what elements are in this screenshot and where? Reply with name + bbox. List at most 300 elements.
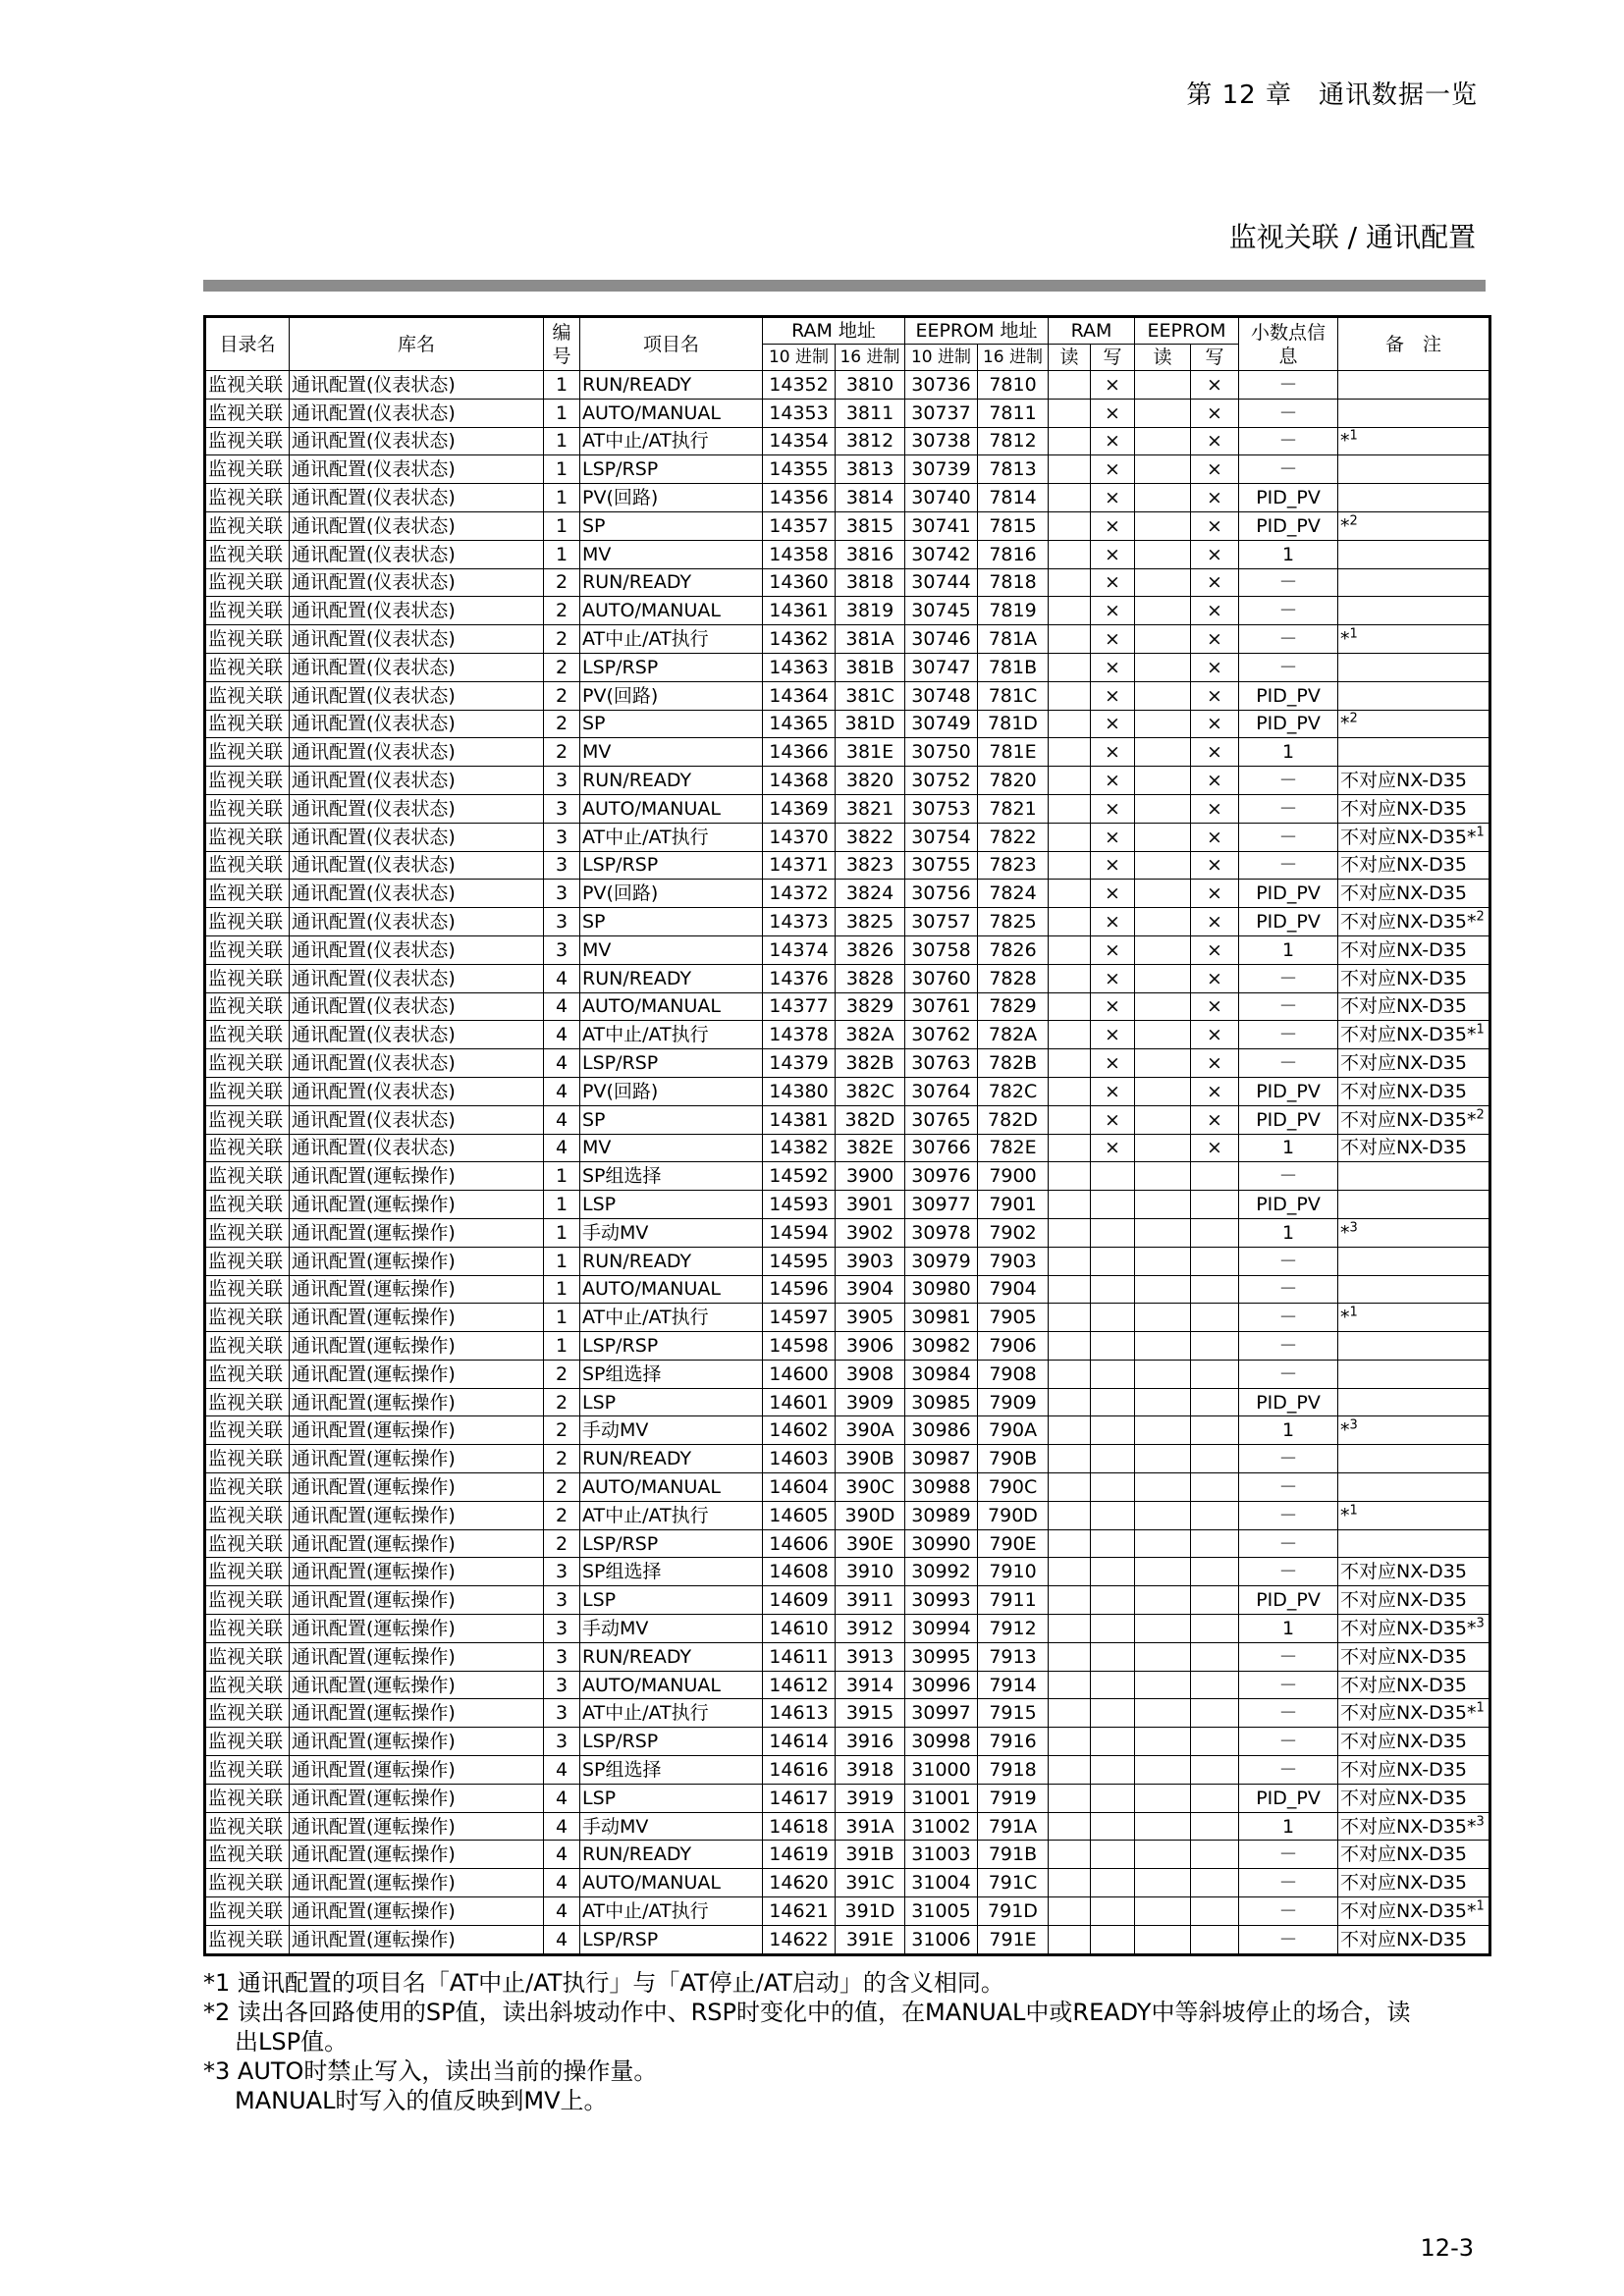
cell-remarks: [1338, 455, 1490, 484]
table-row: [205, 851, 1490, 880]
table-row: [205, 1247, 1490, 1275]
cell-directory: 监视关联: [205, 540, 290, 568]
cell-ram-hex: 391E: [836, 1925, 905, 1954]
cell-eeprom-write: [1191, 1897, 1239, 1926]
cell-ram-read: [1049, 1275, 1091, 1304]
cell-ram-dec: 14371: [763, 851, 836, 880]
cell-decimal-info: －: [1239, 1529, 1338, 1558]
cell-ram-write: [1091, 1247, 1135, 1275]
cell-decimal-info: 1: [1239, 540, 1338, 568]
cell-eeprom-dec: 30742: [905, 540, 978, 568]
table-row: [205, 1105, 1490, 1134]
cell-eeprom-hex: 7829: [978, 992, 1049, 1021]
cell-remarks: [1338, 568, 1490, 597]
cell-directory: 监视关联: [205, 1501, 290, 1529]
footnote-3-cont: MANUAL时写入的值反映到MV上。: [235, 2087, 608, 2114]
cell-number: 1: [544, 427, 580, 455]
cell-remarks: [1338, 1077, 1490, 1105]
cell-ram-dec: 14377: [763, 992, 836, 1021]
cell-ram-dec: 14609: [763, 1586, 836, 1615]
cell-decimal-info: －: [1239, 597, 1338, 625]
cell-ram-write: [1091, 1162, 1135, 1191]
cell-eeprom-hex: 7918: [978, 1756, 1049, 1785]
cell-eeprom-hex: 7909: [978, 1388, 1049, 1416]
cell-ram-read: [1049, 1162, 1091, 1191]
cell-decimal-info: －: [1239, 1162, 1338, 1191]
cell-number: 4: [544, 1077, 580, 1105]
cell-remarks: [1338, 511, 1490, 540]
footnote-ref: 1: [1476, 1701, 1485, 1717]
cell-directory: 监视关联: [205, 597, 290, 625]
cell-decimal-info: －: [1239, 851, 1338, 880]
cell-number: 2: [544, 1416, 580, 1445]
cell-ram-hex: 391C: [836, 1869, 905, 1897]
cell-number: 3: [544, 851, 580, 880]
cell-ram-dec: 14373: [763, 908, 836, 936]
cell-item: AT中止/AT执行: [580, 1897, 763, 1926]
cell-ram-read: [1049, 1586, 1091, 1615]
cell-eeprom-write: [1191, 1445, 1239, 1473]
cell-library: 通讯配置(運転操作): [290, 1162, 544, 1191]
cell-item: 手动MV: [580, 1812, 763, 1841]
cell-library: 通讯配置(仪表状态): [290, 1134, 544, 1162]
cell-eeprom-read: [1135, 1699, 1191, 1728]
cell-eeprom-dec: 31005: [905, 1897, 978, 1926]
cell-item: LSP/RSP: [580, 1529, 763, 1558]
col-item: 项目名: [580, 317, 763, 371]
cell-remarks: [1338, 625, 1490, 654]
cell-remarks: [1338, 1869, 1490, 1897]
cell-ram-read: [1049, 1247, 1091, 1275]
cell-ram-write: [1091, 1671, 1135, 1699]
cell-ram-write: [1091, 1897, 1135, 1926]
cell-item: RUN/READY: [580, 1841, 763, 1869]
cell-remarks: [1338, 653, 1490, 681]
table-row: [205, 1728, 1490, 1756]
cell-eeprom-hex: 781C: [978, 681, 1049, 710]
cell-ram-read: [1049, 935, 1091, 964]
cell-decimal-info: 1: [1239, 935, 1338, 964]
cell-eeprom-hex: 781B: [978, 653, 1049, 681]
cell-eeprom-write: [1191, 1841, 1239, 1869]
cell-directory: 监视关联: [205, 1784, 290, 1812]
cell-ram-dec: 14603: [763, 1445, 836, 1473]
cell-ram-read: [1049, 1897, 1091, 1926]
cell-remarks: [1338, 1812, 1490, 1841]
cell-eeprom-write: ×: [1191, 399, 1239, 427]
cell-directory: 监视关联: [205, 1021, 290, 1049]
cell-eeprom-write: [1191, 1869, 1239, 1897]
cell-remarks: [1338, 1473, 1490, 1502]
cell-eeprom-write: ×: [1191, 1049, 1239, 1078]
cell-remarks: [1338, 1218, 1490, 1247]
cell-eeprom-hex: 790C: [978, 1473, 1049, 1502]
data-table: [203, 315, 1491, 1956]
table-row: [205, 455, 1490, 484]
cell-number: 1: [544, 1304, 580, 1332]
cell-eeprom-hex: 7815: [978, 511, 1049, 540]
cell-ram-read: [1049, 1615, 1091, 1643]
cell-library: 通讯配置(仪表状态): [290, 794, 544, 823]
table-row: [205, 1191, 1490, 1219]
footnote-ref: 2: [1349, 513, 1358, 529]
table-row: [205, 1332, 1490, 1361]
cell-number: 1: [544, 511, 580, 540]
footnote-ref: 1: [1349, 429, 1358, 445]
cell-eeprom-write: ×: [1191, 371, 1239, 400]
cell-decimal-info: 1: [1239, 1218, 1338, 1247]
cell-eeprom-hex: 791A: [978, 1812, 1049, 1841]
cell-ram-dec: 14621: [763, 1897, 836, 1926]
cell-decimal-info: －: [1239, 1699, 1338, 1728]
cell-ram-hex: 3820: [836, 767, 905, 795]
table-row: [205, 484, 1490, 512]
cell-ram-write: ×: [1091, 540, 1135, 568]
cell-ram-read: [1049, 738, 1091, 767]
cell-directory: 监视关联: [205, 1586, 290, 1615]
cell-eeprom-read: [1135, 1869, 1191, 1897]
cell-ram-dec: 14611: [763, 1642, 836, 1671]
cell-ram-hex: 382A: [836, 1021, 905, 1049]
remark-text: 不对应NX-D35*: [1340, 1815, 1477, 1838]
cell-remarks: [1338, 1784, 1490, 1812]
cell-ram-write: ×: [1091, 625, 1135, 654]
cell-eeprom-read: [1135, 1134, 1191, 1162]
cell-library: 通讯配置(運転操作): [290, 1445, 544, 1473]
cell-eeprom-write: ×: [1191, 484, 1239, 512]
cell-number: 2: [544, 653, 580, 681]
cell-remarks: [1338, 540, 1490, 568]
table-row: [205, 1218, 1490, 1247]
cell-ram-hex: 390C: [836, 1473, 905, 1502]
remark-text: *: [1340, 430, 1350, 453]
cell-item: AUTO/MANUAL: [580, 992, 763, 1021]
cell-eeprom-write: ×: [1191, 1021, 1239, 1049]
cell-ram-write: [1091, 1925, 1135, 1954]
cell-ram-dec: 14608: [763, 1558, 836, 1586]
cell-eeprom-dec: 30748: [905, 681, 978, 710]
cell-number: 3: [544, 908, 580, 936]
cell-eeprom-read: [1135, 1529, 1191, 1558]
cell-ram-dec: 14374: [763, 935, 836, 964]
cell-eeprom-read: [1135, 1756, 1191, 1785]
cell-number: 3: [544, 823, 580, 851]
cell-ram-write: ×: [1091, 1077, 1135, 1105]
cell-eeprom-read: [1135, 1841, 1191, 1869]
cell-eeprom-hex: 7910: [978, 1558, 1049, 1586]
cell-library: 通讯配置(運転操作): [290, 1869, 544, 1897]
cell-ram-read: [1049, 1501, 1091, 1529]
cell-item: PV(回路): [580, 1077, 763, 1105]
cell-ram-hex: 3916: [836, 1728, 905, 1756]
cell-ram-hex: 3902: [836, 1218, 905, 1247]
footnote-ref: 3: [1349, 1418, 1358, 1434]
cell-eeprom-read: [1135, 710, 1191, 738]
cell-ram-dec: 14382: [763, 1134, 836, 1162]
cell-ram-dec: 14593: [763, 1191, 836, 1219]
cell-eeprom-write: [1191, 1191, 1239, 1219]
cell-directory: 监视关联: [205, 1218, 290, 1247]
cell-ram-dec: 14604: [763, 1473, 836, 1502]
cell-ram-hex: 390B: [836, 1445, 905, 1473]
cell-item: PV(回路): [580, 880, 763, 908]
cell-number: 1: [544, 484, 580, 512]
cell-number: 4: [544, 1049, 580, 1078]
cell-eeprom-read: [1135, 908, 1191, 936]
cell-library: 通讯配置(仪表状态): [290, 738, 544, 767]
cell-library: 通讯配置(運転操作): [290, 1897, 544, 1926]
cell-number: 4: [544, 1021, 580, 1049]
cell-library: 通讯配置(仪表状态): [290, 710, 544, 738]
cell-ram-hex: 391D: [836, 1897, 905, 1926]
cell-remarks: [1338, 1416, 1490, 1445]
cell-eeprom-read: [1135, 1191, 1191, 1219]
cell-eeprom-hex: 7824: [978, 880, 1049, 908]
cell-eeprom-write: [1191, 1501, 1239, 1529]
table-row: [205, 1304, 1490, 1332]
cell-eeprom-write: [1191, 1784, 1239, 1812]
cell-decimal-info: 1: [1239, 1416, 1338, 1445]
cell-remarks: [1338, 1529, 1490, 1558]
cell-eeprom-dec: 30756: [905, 880, 978, 908]
cell-decimal-info: －: [1239, 399, 1338, 427]
cell-decimal-info: －: [1239, 1642, 1338, 1671]
cell-eeprom-dec: 31000: [905, 1756, 978, 1785]
cell-directory: 监视关联: [205, 1869, 290, 1897]
cell-ram-read: [1049, 1925, 1091, 1954]
cell-ram-write: [1091, 1416, 1135, 1445]
table-row: [205, 371, 1490, 400]
cell-ram-read: [1049, 1445, 1091, 1473]
cell-ram-read: [1049, 1812, 1091, 1841]
cell-eeprom-dec: 30737: [905, 399, 978, 427]
cell-decimal-info: －: [1239, 964, 1338, 992]
cell-directory: 监视关联: [205, 738, 290, 767]
cell-ram-write: ×: [1091, 710, 1135, 738]
cell-ram-write: [1091, 1218, 1135, 1247]
cell-eeprom-hex: 7814: [978, 484, 1049, 512]
cell-eeprom-dec: 30986: [905, 1416, 978, 1445]
remark-text: 不对应NX-D35: [1340, 1052, 1467, 1075]
cell-ram-dec: 14357: [763, 511, 836, 540]
cell-remarks: [1338, 1275, 1490, 1304]
footnotes: [203, 1968, 1489, 2115]
cell-number: 4: [544, 1784, 580, 1812]
cell-ram-hex: 3906: [836, 1332, 905, 1361]
cell-ram-dec: 14596: [763, 1275, 836, 1304]
cell-ram-read: [1049, 1841, 1091, 1869]
cell-number: 1: [544, 455, 580, 484]
cell-eeprom-hex: 781E: [978, 738, 1049, 767]
remark-text: 不对应NX-D35: [1340, 1731, 1467, 1753]
cell-library: 通讯配置(仪表状态): [290, 964, 544, 992]
cell-directory: 监视关联: [205, 399, 290, 427]
cell-eeprom-read: [1135, 1671, 1191, 1699]
cell-eeprom-dec: 30766: [905, 1134, 978, 1162]
table-row: [205, 1756, 1490, 1785]
footnote-ref: 1: [1476, 825, 1485, 840]
cell-number: 3: [544, 767, 580, 795]
table-row: [205, 1529, 1490, 1558]
cell-eeprom-hex: 7811: [978, 399, 1049, 427]
cell-number: 3: [544, 1558, 580, 1586]
remark-text: 不对应NX-D35: [1340, 1589, 1467, 1612]
cell-directory: 监视关联: [205, 1728, 290, 1756]
cell-eeprom-dec: 30745: [905, 597, 978, 625]
cell-ram-hex: 381B: [836, 653, 905, 681]
cell-library: 通讯配置(仪表状态): [290, 1049, 544, 1078]
cell-ram-read: [1049, 823, 1091, 851]
table-row: [205, 1699, 1490, 1728]
cell-library: 通讯配置(運転操作): [290, 1473, 544, 1502]
cell-ram-write: ×: [1091, 851, 1135, 880]
footnote-2-cont: 出LSP值。: [235, 2028, 349, 2056]
cell-number: 2: [544, 625, 580, 654]
cell-library: 通讯配置(運転操作): [290, 1275, 544, 1304]
cell-ram-hex: 3912: [836, 1615, 905, 1643]
cell-eeprom-hex: 782A: [978, 1021, 1049, 1049]
cell-ram-write: ×: [1091, 1134, 1135, 1162]
table-row: [205, 1897, 1490, 1926]
table-row: [205, 823, 1490, 851]
cell-directory: 监视关联: [205, 455, 290, 484]
cell-eeprom-read: [1135, 880, 1191, 908]
cell-eeprom-hex: 7818: [978, 568, 1049, 597]
cell-number: 1: [544, 1191, 580, 1219]
cell-decimal-info: －: [1239, 1247, 1338, 1275]
cell-ram-hex: 3905: [836, 1304, 905, 1332]
cell-ram-dec: 14366: [763, 738, 836, 767]
remark-text: *: [1340, 1504, 1350, 1526]
cell-remarks: [1338, 880, 1490, 908]
cell-remarks: [1338, 1332, 1490, 1361]
cell-eeprom-hex: 7915: [978, 1699, 1049, 1728]
cell-eeprom-read: [1135, 964, 1191, 992]
cell-directory: 监视关联: [205, 1473, 290, 1502]
cell-decimal-info: －: [1239, 1332, 1338, 1361]
cell-item: LSP: [580, 1191, 763, 1219]
cell-decimal-info: －: [1239, 767, 1338, 795]
cell-ram-hex: 3815: [836, 511, 905, 540]
cell-item: LSP/RSP: [580, 1728, 763, 1756]
remark-text: 不对应NX-D35: [1340, 1674, 1467, 1696]
cell-ram-dec: 14363: [763, 653, 836, 681]
cell-ram-hex: 390A: [836, 1416, 905, 1445]
table-row: [205, 1869, 1490, 1897]
cell-remarks: [1338, 908, 1490, 936]
cell-eeprom-dec: 30982: [905, 1332, 978, 1361]
cell-directory: 监视关联: [205, 1247, 290, 1275]
cell-ram-read: [1049, 484, 1091, 512]
cell-eeprom-write: ×: [1191, 794, 1239, 823]
cell-number: 2: [544, 1473, 580, 1502]
cell-ram-write: ×: [1091, 794, 1135, 823]
cell-directory: 监视关联: [205, 1332, 290, 1361]
cell-decimal-info: －: [1239, 1869, 1338, 1897]
cell-item: RUN/READY: [580, 371, 763, 400]
col-ram-write: 写: [1091, 345, 1135, 371]
cell-eeprom-dec: 31002: [905, 1812, 978, 1841]
table-row: [205, 540, 1490, 568]
cell-eeprom-write: ×: [1191, 597, 1239, 625]
cell-item: SP: [580, 511, 763, 540]
cell-ram-hex: 381C: [836, 681, 905, 710]
cell-remarks: [1338, 1897, 1490, 1926]
cell-decimal-info: －: [1239, 992, 1338, 1021]
remark-text: 不对应NX-D35: [1340, 1843, 1467, 1866]
cell-ram-write: ×: [1091, 653, 1135, 681]
cell-ram-hex: 391A: [836, 1812, 905, 1841]
cell-eeprom-hex: 7823: [978, 851, 1049, 880]
cell-item: MV: [580, 540, 763, 568]
cell-directory: 监视关联: [205, 1756, 290, 1785]
cell-item: AT中止/AT执行: [580, 1304, 763, 1332]
cell-remarks: [1338, 1445, 1490, 1473]
cell-ram-write: ×: [1091, 992, 1135, 1021]
cell-eeprom-write: ×: [1191, 681, 1239, 710]
cell-item: LSP: [580, 1586, 763, 1615]
section-title: 监视关联 / 通讯配置: [1228, 221, 1476, 253]
cell-library: 通讯配置(運転操作): [290, 1699, 544, 1728]
cell-ram-hex: 3911: [836, 1586, 905, 1615]
cell-eeprom-read: [1135, 1218, 1191, 1247]
cell-ram-read: [1049, 1388, 1091, 1416]
cell-ram-hex: 381A: [836, 625, 905, 654]
cell-ram-hex: 382D: [836, 1105, 905, 1134]
cell-number: 4: [544, 1134, 580, 1162]
cell-item: LSP/RSP: [580, 851, 763, 880]
cell-item: LSP: [580, 1784, 763, 1812]
cell-eeprom-hex: 7820: [978, 767, 1049, 795]
cell-eeprom-write: ×: [1191, 653, 1239, 681]
cell-eeprom-write: [1191, 1275, 1239, 1304]
table-row: [205, 1558, 1490, 1586]
cell-remarks: [1338, 1699, 1490, 1728]
cell-ram-dec: 14360: [763, 568, 836, 597]
cell-ram-write: [1091, 1869, 1135, 1897]
col-decimal-line2: 息: [1278, 345, 1298, 367]
table-row: [205, 597, 1490, 625]
cell-eeprom-hex: 782D: [978, 1105, 1049, 1134]
cell-remarks: [1338, 427, 1490, 455]
cell-eeprom-read: [1135, 1615, 1191, 1643]
cell-decimal-info: －: [1239, 1304, 1338, 1332]
cell-ram-read: [1049, 1416, 1091, 1445]
cell-eeprom-read: [1135, 653, 1191, 681]
cell-directory: 监视关联: [205, 1388, 290, 1416]
cell-library: 通讯配置(仪表状态): [290, 851, 544, 880]
cell-ram-hex: 3816: [836, 540, 905, 568]
table-row: [205, 1416, 1490, 1445]
cell-ram-dec: 14372: [763, 880, 836, 908]
cell-eeprom-dec: 30752: [905, 767, 978, 795]
cell-ram-dec: 14370: [763, 823, 836, 851]
cell-eeprom-dec: 30749: [905, 710, 978, 738]
cell-ram-write: ×: [1091, 455, 1135, 484]
cell-eeprom-write: ×: [1191, 823, 1239, 851]
cell-eeprom-hex: 782B: [978, 1049, 1049, 1078]
cell-eeprom-read: [1135, 427, 1191, 455]
cell-eeprom-read: [1135, 1416, 1191, 1445]
cell-item: SP: [580, 710, 763, 738]
cell-item: AUTO/MANUAL: [580, 1869, 763, 1897]
cell-eeprom-hex: 7911: [978, 1586, 1049, 1615]
table-row: [205, 738, 1490, 767]
cell-number: 3: [544, 935, 580, 964]
cell-ram-hex: 391B: [836, 1841, 905, 1869]
cell-item: RUN/READY: [580, 1247, 763, 1275]
table-row: [205, 399, 1490, 427]
